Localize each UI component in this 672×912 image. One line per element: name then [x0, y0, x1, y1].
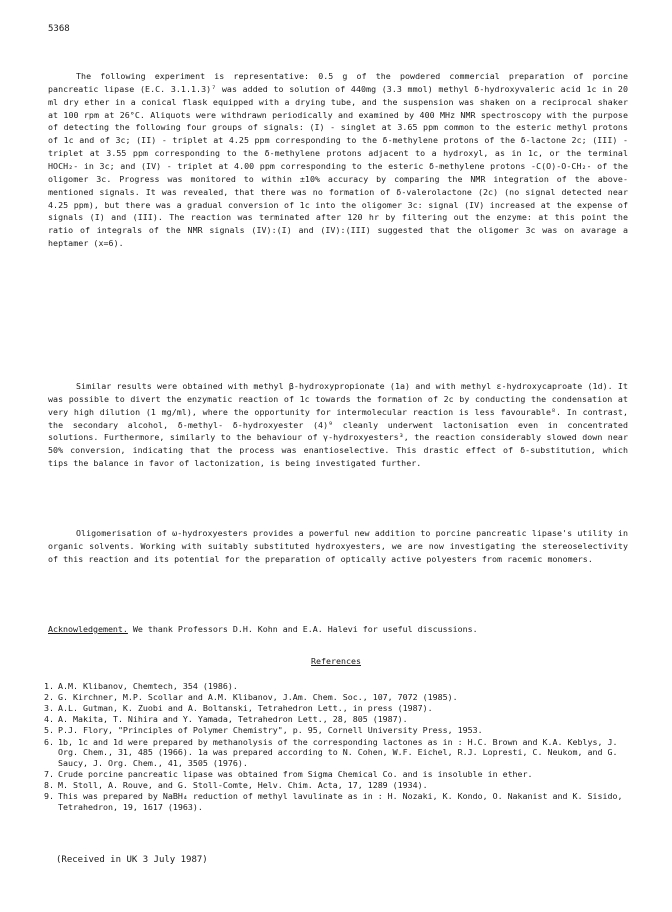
reference-text: M. Stoll, A. Rouve, and G. Stoll-Comte, Helv. Chim. Acta, 17, 1289 (1934).: [58, 779, 428, 790]
reference-text: This was prepared by NaBH₄ reduction of methyl lavulinate as in : H. Nozaki, K. Kondo, O. Nakanist and K. Sisido, Tetrahedron, 19, 1617 (1963).: [58, 791, 623, 812]
reference-item: [44, 791, 634, 812]
reference-number: 2.: [44, 692, 54, 703]
reference-text: Crude porcine pancreatic lipase was obtained from Sigma Chemical Co. and is insoluble in ether.: [58, 768, 533, 779]
reference-text: P.J. Flory, "Principles of Polymer Chemistry", p. 95, Cornell University Press, 1953.: [58, 725, 483, 736]
reference-text: A.L. Gutman, K. Zuobi and A. Boltanski, Tetrahedron Lett., in press (1987).: [58, 703, 433, 714]
reference-number: 8.: [44, 779, 54, 790]
reference-number: 6.: [44, 736, 54, 747]
references-heading: [0, 655, 672, 668]
reference-text: A.M. Klibanov, Chemtech, 354 (1986).: [58, 681, 238, 691]
reference-item: [44, 714, 634, 725]
paragraph-experimental: The following experiment is representative: 0.5 g of the powdered commercial preparation of porcine pancreatic lipase (E.C. 3.1.1.3)⁷ was added to solution of 440mg (3.3 mmol) methyl δ-hydroxyvaleric acid 1c in 20 ml dry ether in a conical flask equipped with a drying tube, and the suspension was shaken on a reciprocal shaker at 100 rpm at 26°C. Aliquots were withdrawn periodically and examined by 400 MHz NMR spectroscopy with the purpose of detecting the following four groups of signals: (I) - singlet at 3.65 ppm common to the esteric methyl protons of 1c and of 3c; (II) - triplet at 4.25 ppm corresponding to the δ-methylene protons of the δ-lactone 2c; (III) - triplet at 3.55 ppm corresponding to the δ-methylene protons adjacent to a hydroxyl, as in 1c, or the terminal HOCH₂- in 3c; and (IV) - triplet at 4.00 ppm corresponding to the esteric δ-methylene protons -C(O)-O-CH₂- of the oligomer 3c. Progress was monitored to within ±10% accuracy by comparing the NMR integration of the above-mentioned signals. It was revealed, that there was no formation of δ-valerolactone (2c) (no signal detected near 4.25 ppm), but there was a gradual conversion of 1c into the oligomer 3c: signal (IV) increased at the expense of signals (I) and (III). The reaction was terminated after 120 hr by filtering out the enzyme: at this point the ratio of integrals of the NMR signals (IV):(I) and (IV):(III) suggested that the oligomer 3c was on avarage a heptamer (x=6).: [48, 71, 628, 249]
reference-item: [44, 780, 634, 791]
acknowledgement-heading: Acknowledgement.: [48, 624, 128, 634]
reference-number: 1.: [44, 681, 54, 691]
reference-text: A. Makita, T. Nihira and Y. Yamada, Tetrahedron Lett., 28, 805 (1987).: [58, 714, 408, 725]
paragraph-similar-results: Similar results were obtained with methyl β-hydroxypropionate (1a) and with methyl ε-hydroxycaproate (1d). It was possible to divert the enzymatic reaction of 1c towards the formation of 2c by conducting the condensation at very high dilution (1 mg/ml), where the opportunity for intermolecular reaction is less favourable⁸. In contrast, the secondary alcohol, δ-methyl- δ-hydroxyester (4)⁹ cleanly underwent lactonisation even in concentrated solutions. Furthermore, similarly to the behaviour of γ-hydroxyesters³, the reaction considerably slowed down near 50% conversion, indicating that the process was enantioselective. This drastic effect of δ-substitution, which tips the balance in favor of lactonization, is being investigated further.: [48, 381, 628, 469]
references-list: [44, 681, 634, 813]
reference-number: 7.: [44, 768, 54, 779]
reference-item: [44, 737, 634, 769]
acknowledgement-text: We thank Professors D.H. Kohn and E.A. Halevi for useful discussions.: [127, 624, 478, 634]
page-number: 5368: [48, 24, 70, 34]
reference-number: 5.: [44, 725, 54, 736]
reference-item: [44, 692, 634, 703]
reference-item: [44, 769, 634, 780]
references-heading-text: References: [311, 656, 361, 666]
received-date: (Received in UK 3 July 1987): [56, 855, 208, 865]
reference-number: 4.: [44, 714, 54, 725]
reference-number: 3.: [44, 703, 54, 714]
reference-text: G. Kirchner, M.P. Scollar and A.M. Klibanov, J.Am. Chem. Soc., 107, 7072 (1985).: [58, 692, 458, 703]
reference-item: [44, 681, 634, 692]
paragraph-oligomerisation: Oligomerisation of ω-hydroxyesters provides a powerful new addition to porcine pancreatic lipase's utility in organic solvents. Working with suitably substituted hydroxyesters, we are now investigating the stereoselectivity of this reaction and its potential for the preparation of optically active polyesters from racemic monomers.: [48, 528, 628, 564]
reference-item: [44, 703, 634, 714]
reference-item: [44, 725, 634, 736]
reference-text: 1b, 1c and 1d were prepared by methanolysis of the corresponding lactones as in : H.C. Brown and K.A. Keblys, J. Org. Chem., 31, 485 (1966). 1a was prepared according to N. Cohen, W.F. Eichel, R.J. Lopresti, C. Neukom, and G. Saucy, J. Org. Chem., 41, 3505 (1976).: [58, 736, 618, 768]
reference-number: 9.: [44, 791, 54, 802]
acknowledgement: [48, 623, 628, 636]
